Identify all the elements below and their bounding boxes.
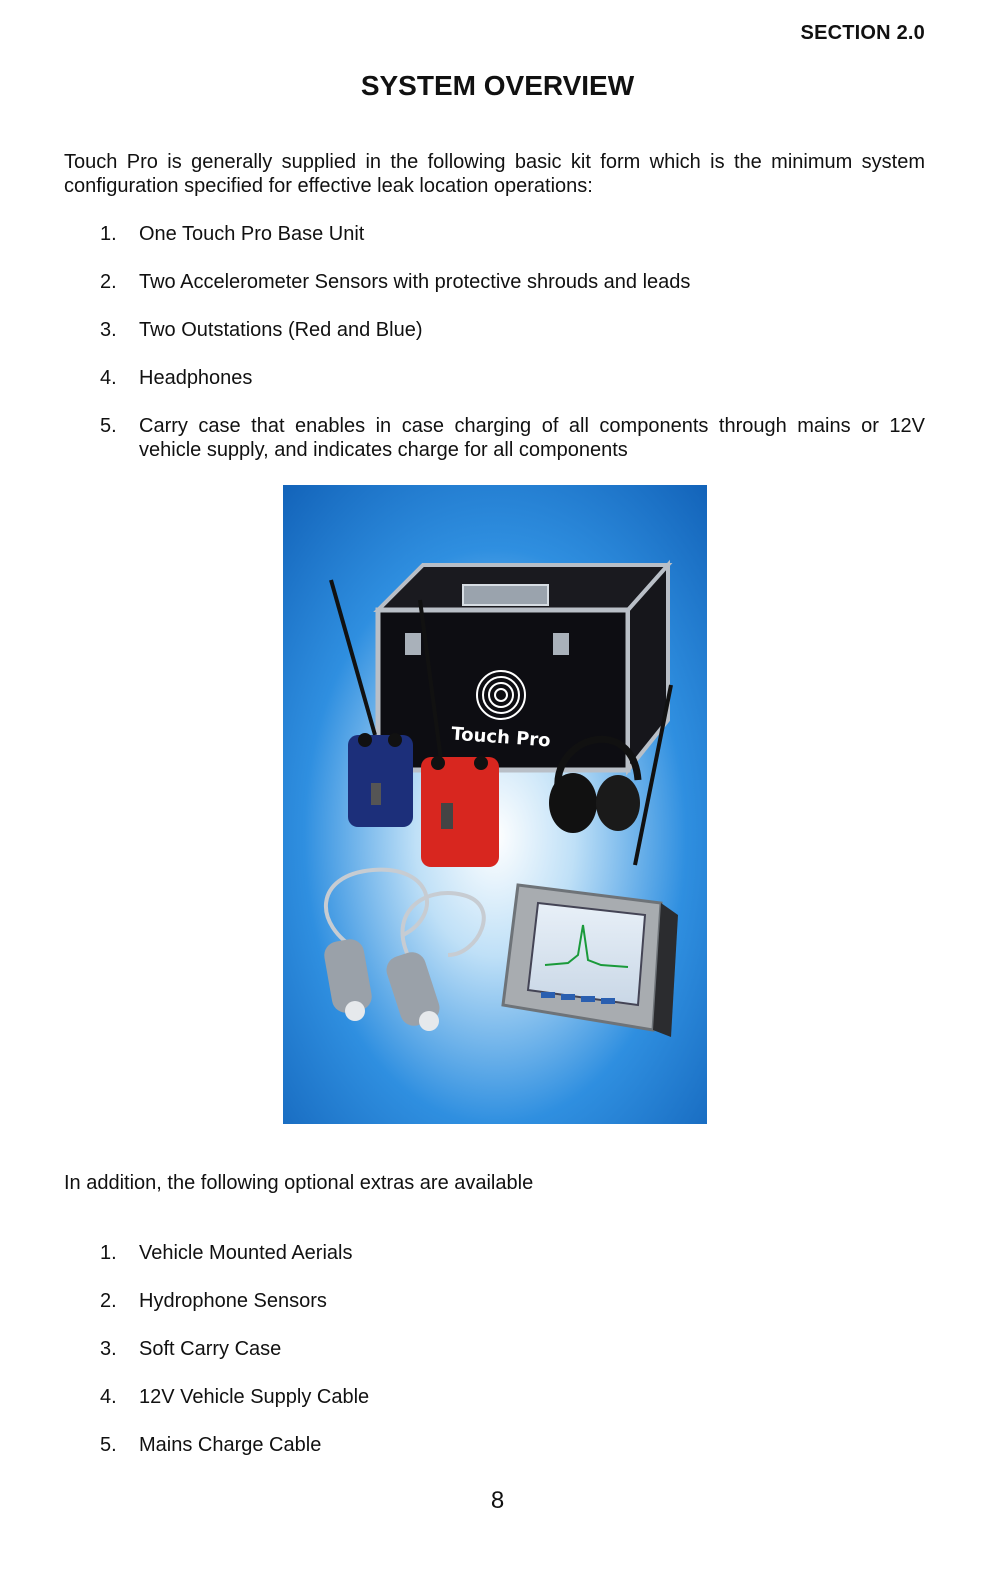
list-item — [100, 318, 925, 342]
list-item-number: 3. — [100, 1338, 117, 1360]
list-item — [100, 1385, 925, 1409]
list-item — [100, 366, 925, 390]
list-item-text: One Touch Pro Base Unit — [139, 223, 365, 245]
list-item-text: Headphones — [139, 367, 253, 389]
carry-case — [378, 565, 668, 770]
list-item — [100, 1433, 925, 1457]
list-item-number: 4. — [100, 367, 117, 389]
list-item — [100, 414, 925, 462]
red-outstation — [421, 756, 499, 867]
extras-list — [100, 1241, 925, 1481]
list-item-number: 1. — [100, 1242, 117, 1264]
page-title: SYSTEM OVERVIEW — [360, 70, 635, 101]
list-item-number: 2. — [100, 271, 117, 293]
list-item-number: 5. — [100, 1434, 117, 1456]
list-item-text: Carry case that enables in case charging of all components through mains or 12V vehicle supply, and indicates charge for all components — [139, 415, 925, 461]
list-item-number: 3. — [100, 319, 117, 341]
list-item-number: 4. — [100, 1386, 117, 1408]
list-item-text: Soft Carry Case — [139, 1338, 282, 1360]
list-item-number: 1. — [100, 223, 117, 245]
list-item-text: Mains Charge Cable — [139, 1434, 322, 1456]
list-item-text: 12V Vehicle Supply Cable — [139, 1386, 370, 1408]
kit-list — [100, 222, 925, 486]
product-photo — [283, 485, 707, 1124]
list-item — [100, 222, 925, 246]
list-item — [100, 1337, 925, 1361]
list-item-text: Vehicle Mounted Aerials — [139, 1242, 353, 1264]
intro-paragraph: Touch Pro is generally supplied in the following basic kit form which is the minimum system configuration specified for effective leak location operations: — [64, 151, 925, 197]
list-item-number: 5. — [100, 415, 117, 437]
blue-outstation — [348, 733, 413, 827]
extras-intro: In addition, the following optional extras are available — [64, 1172, 534, 1194]
page-number: 8 — [490, 1487, 505, 1514]
list-item — [100, 1241, 925, 1265]
list-item — [100, 270, 925, 294]
case-logo-text: Touch Pro — [450, 723, 552, 752]
list-item-text: Two Outstations (Red and Blue) — [139, 319, 423, 341]
list-item — [100, 1289, 925, 1313]
list-item-text: Hydrophone Sensors — [139, 1290, 327, 1312]
list-item-number: 2. — [100, 1290, 117, 1312]
section-label: SECTION 2.0 — [800, 22, 925, 44]
list-item-text: Two Accelerometer Sensors with protective shrouds and leads — [139, 271, 691, 293]
